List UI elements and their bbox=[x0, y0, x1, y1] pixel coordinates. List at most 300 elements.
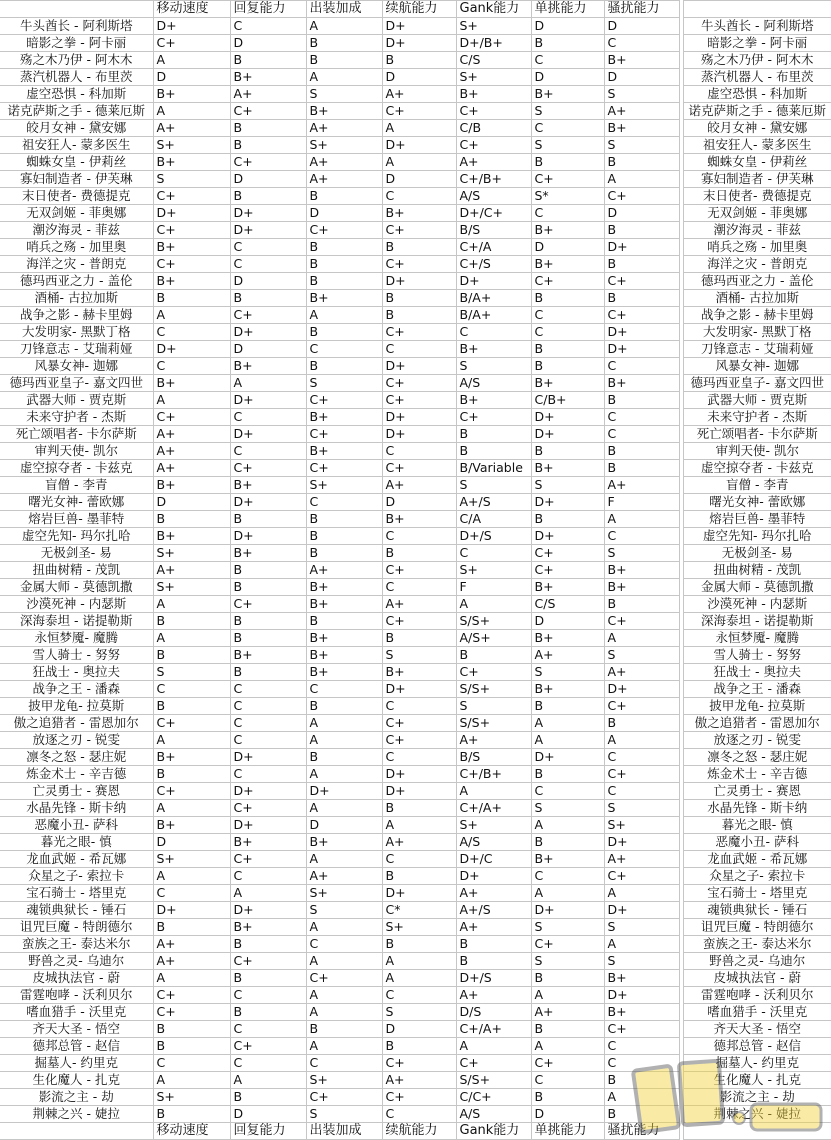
rating-cell: B bbox=[456, 443, 531, 460]
hero-name-right: 狂战士 - 奥拉夫 bbox=[683, 664, 831, 681]
table-row bbox=[0, 749, 831, 766]
rating-cell: C+/A bbox=[456, 239, 531, 256]
rating-cell: B bbox=[306, 358, 382, 375]
rating-cell: B bbox=[230, 1089, 306, 1106]
hero-name: 战争之影 - 赫卡里姆 bbox=[0, 307, 153, 324]
hero-name: 魂锁典狱长 - 锤石 bbox=[0, 902, 153, 919]
rating-cell: A/S+ bbox=[456, 630, 531, 647]
rating-cell: B bbox=[531, 834, 604, 851]
table-row bbox=[0, 919, 831, 936]
table-row bbox=[0, 834, 831, 851]
hero-name-right: 暮光之眼- 慎 bbox=[683, 817, 831, 834]
rating-cell: A bbox=[306, 732, 382, 749]
hero-name: 虚空掠夺者 - 卡兹克 bbox=[0, 460, 153, 477]
rating-cell: B bbox=[382, 307, 456, 324]
column-header: 出装加成 bbox=[306, 1123, 382, 1140]
rating-cell: A bbox=[604, 171, 679, 188]
hero-name-right: 牛头酋长 - 阿利斯塔 bbox=[683, 18, 831, 35]
hero-name: 狂战士 - 奥拉夫 bbox=[0, 664, 153, 681]
rating-cell: B bbox=[230, 664, 306, 681]
hero-name-right: 嗜血猎手 - 沃里克 bbox=[683, 1004, 831, 1021]
rating-cell: C+ bbox=[382, 460, 456, 477]
rating-cell: B+ bbox=[604, 1004, 679, 1021]
rating-cell: S bbox=[456, 698, 531, 715]
header-blank bbox=[683, 1123, 831, 1140]
hero-name: 曙光女神- 蕾欧娜 bbox=[0, 494, 153, 511]
rating-cell: D+ bbox=[230, 749, 306, 766]
rating-cell: A bbox=[531, 885, 604, 902]
rating-cell: A+ bbox=[306, 154, 382, 171]
rating-cell: C+ bbox=[604, 766, 679, 783]
rating-cell: A+ bbox=[531, 647, 604, 664]
rating-cell: S* bbox=[531, 188, 604, 205]
rating-cell: B bbox=[531, 698, 604, 715]
rating-cell: B bbox=[456, 936, 531, 953]
rating-cell: B bbox=[604, 443, 679, 460]
rating-cell: A bbox=[531, 1038, 604, 1055]
rating-cell: B+ bbox=[153, 528, 230, 545]
rating-cell: A bbox=[306, 18, 382, 35]
hero-name-right: 盲僧 - 李青 bbox=[683, 477, 831, 494]
rating-cell: D bbox=[306, 205, 382, 222]
table-row bbox=[0, 188, 831, 205]
hero-name: 沙漠死神 - 内瑟斯 bbox=[0, 596, 153, 613]
hero-name-right: 德玛西亚皇子- 嘉文四世 bbox=[683, 375, 831, 392]
rating-cell: B+ bbox=[531, 460, 604, 477]
rating-cell: C bbox=[153, 885, 230, 902]
rating-cell: A+ bbox=[153, 562, 230, 579]
rating-cell: B bbox=[382, 936, 456, 953]
rating-cell: B bbox=[306, 273, 382, 290]
hero-name-right: 齐天大圣 - 悟空 bbox=[683, 1021, 831, 1038]
column-header: 续航能力 bbox=[382, 1123, 456, 1140]
hero-name: 刀锋意志 - 艾瑞莉娅 bbox=[0, 341, 153, 358]
rating-cell: B bbox=[531, 35, 604, 52]
rating-cell: S/S+ bbox=[456, 613, 531, 630]
rating-cell: B bbox=[306, 35, 382, 52]
header-blank bbox=[0, 1123, 153, 1140]
rating-cell: B/S bbox=[456, 222, 531, 239]
rating-cell: B+ bbox=[456, 86, 531, 103]
column-header: 单挑能力 bbox=[531, 1123, 604, 1140]
rating-cell: B+ bbox=[531, 681, 604, 698]
hero-name-right: 炼金术士 - 辛吉德 bbox=[683, 766, 831, 783]
rating-cell: C+ bbox=[456, 1055, 531, 1072]
hero-name: 暮光之眼- 慎 bbox=[0, 834, 153, 851]
column-header: 移动速度 bbox=[153, 1123, 230, 1140]
rating-cell: B+ bbox=[306, 664, 382, 681]
rating-cell: B+ bbox=[604, 52, 679, 69]
hero-name-right: 战争之影 - 赫卡里姆 bbox=[683, 307, 831, 324]
rating-cell: S/S+ bbox=[456, 681, 531, 698]
rating-cell: B bbox=[153, 290, 230, 307]
header-blank bbox=[683, 1, 831, 18]
hero-name: 德玛西亚之力 - 盖伦 bbox=[0, 273, 153, 290]
rating-cell: B bbox=[153, 1106, 230, 1123]
hero-name-right: 虚空先知- 玛尔扎哈 bbox=[683, 528, 831, 545]
rating-cell: B+ bbox=[531, 851, 604, 868]
rating-cell: B+ bbox=[604, 562, 679, 579]
hero-name-right: 酒桶- 古拉加斯 bbox=[683, 290, 831, 307]
table-row bbox=[0, 868, 831, 885]
hero-name-right: 扭曲树精 - 茂凯 bbox=[683, 562, 831, 579]
rating-cell: C+ bbox=[531, 936, 604, 953]
hero-name-right: 风暴女神- 迦娜 bbox=[683, 358, 831, 375]
table-row bbox=[0, 1106, 831, 1123]
table-row bbox=[0, 324, 831, 341]
rating-cell: C+ bbox=[230, 103, 306, 120]
rating-cell: A bbox=[531, 817, 604, 834]
rating-cell: S bbox=[306, 375, 382, 392]
rating-cell: C+ bbox=[230, 460, 306, 477]
rating-cell: S bbox=[604, 919, 679, 936]
rating-cell: B bbox=[306, 1021, 382, 1038]
hero-name: 无双剑姬 - 菲奥娜 bbox=[0, 205, 153, 222]
rating-cell: B+ bbox=[153, 817, 230, 834]
rating-cell: A bbox=[153, 596, 230, 613]
rating-cell: A+ bbox=[604, 103, 679, 120]
rating-cell: B+ bbox=[153, 749, 230, 766]
column-header: 骚扰能力 bbox=[604, 1, 679, 18]
rating-cell: A bbox=[306, 851, 382, 868]
rating-cell: B bbox=[456, 953, 531, 970]
rating-cell: C bbox=[230, 766, 306, 783]
rating-cell: B bbox=[604, 1072, 679, 1089]
rating-cell: A bbox=[382, 817, 456, 834]
rating-cell: A+ bbox=[306, 562, 382, 579]
rating-cell: C bbox=[382, 341, 456, 358]
rating-cell: B bbox=[230, 188, 306, 205]
table-row bbox=[0, 69, 831, 86]
rating-cell: C+ bbox=[382, 375, 456, 392]
rating-cell: B+ bbox=[306, 834, 382, 851]
rating-cell: S+ bbox=[153, 851, 230, 868]
rating-cell: A bbox=[153, 1072, 230, 1089]
rating-cell: A+ bbox=[153, 936, 230, 953]
table-row bbox=[0, 630, 831, 647]
hero-name: 无极剑圣- 易 bbox=[0, 545, 153, 562]
rating-cell: C bbox=[306, 936, 382, 953]
rating-cell: A+ bbox=[456, 154, 531, 171]
rating-cell: A+ bbox=[382, 477, 456, 494]
rating-cell: B+ bbox=[306, 290, 382, 307]
rating-cell: D bbox=[306, 817, 382, 834]
rating-cell: A+ bbox=[456, 732, 531, 749]
rating-cell: C+ bbox=[531, 545, 604, 562]
rating-cell: C+ bbox=[531, 1055, 604, 1072]
rating-cell: B bbox=[153, 1021, 230, 1038]
rating-cell: C* bbox=[382, 902, 456, 919]
rating-cell: S/S+ bbox=[456, 1072, 531, 1089]
rating-cell: A+ bbox=[153, 460, 230, 477]
hero-name: 熔岩巨兽- 墨菲特 bbox=[0, 511, 153, 528]
rating-cell: B bbox=[230, 511, 306, 528]
hero-name: 酒桶- 古拉加斯 bbox=[0, 290, 153, 307]
rating-cell: B+ bbox=[604, 579, 679, 596]
hero-name-right: 披甲龙龟- 拉莫斯 bbox=[683, 698, 831, 715]
rating-cell: A/S bbox=[456, 188, 531, 205]
rating-cell: C+ bbox=[230, 154, 306, 171]
rating-cell: B bbox=[230, 562, 306, 579]
rating-cell: S+ bbox=[306, 477, 382, 494]
rating-cell: S bbox=[456, 477, 531, 494]
rating-cell: S/S+ bbox=[456, 715, 531, 732]
rating-cell: C/S bbox=[456, 52, 531, 69]
rating-cell: A/S bbox=[456, 1106, 531, 1123]
table-row bbox=[0, 681, 831, 698]
rating-cell: D bbox=[230, 35, 306, 52]
hero-name: 金属大师 - 莫德凯撒 bbox=[0, 579, 153, 596]
rating-cell: A bbox=[382, 154, 456, 171]
rating-cell: B+ bbox=[230, 919, 306, 936]
rating-cell: S bbox=[531, 103, 604, 120]
rating-cell: C+ bbox=[604, 868, 679, 885]
rating-cell: D+ bbox=[153, 341, 230, 358]
rating-cell: S bbox=[604, 137, 679, 154]
rating-cell: D+ bbox=[153, 902, 230, 919]
rating-cell: C+ bbox=[153, 783, 230, 800]
rating-cell: B bbox=[604, 596, 679, 613]
rating-cell: A+ bbox=[604, 851, 679, 868]
rating-cell: A+ bbox=[382, 1072, 456, 1089]
table-row bbox=[0, 613, 831, 630]
hero-name: 虚空先知- 玛尔扎哈 bbox=[0, 528, 153, 545]
rating-cell: B bbox=[531, 970, 604, 987]
rating-cell: B bbox=[531, 154, 604, 171]
hero-name: 牛头酋长 - 阿利斯塔 bbox=[0, 18, 153, 35]
rating-cell: C bbox=[382, 528, 456, 545]
rating-cell: D+ bbox=[230, 324, 306, 341]
rating-cell: A bbox=[153, 392, 230, 409]
rating-cell: D bbox=[382, 171, 456, 188]
rating-cell: B+ bbox=[306, 630, 382, 647]
rating-cell: B+ bbox=[230, 358, 306, 375]
rating-cell: S bbox=[604, 800, 679, 817]
rating-cell: B bbox=[604, 290, 679, 307]
table-row bbox=[0, 647, 831, 664]
hero-name: 诅咒巨魔 - 特朗德尔 bbox=[0, 919, 153, 936]
table-row bbox=[0, 290, 831, 307]
rating-cell: C+ bbox=[230, 800, 306, 817]
rating-cell: A bbox=[456, 596, 531, 613]
rating-cell: C bbox=[230, 239, 306, 256]
hero-name-right: 虚空恐惧 - 科加斯 bbox=[683, 86, 831, 103]
table-row bbox=[0, 341, 831, 358]
rating-cell: A bbox=[604, 511, 679, 528]
table-row bbox=[0, 52, 831, 69]
rating-cell: D bbox=[230, 1106, 306, 1123]
rating-cell: D bbox=[531, 1106, 604, 1123]
hero-name: 潮汐海灵 - 菲兹 bbox=[0, 222, 153, 239]
table-row bbox=[0, 494, 831, 511]
hero-name: 德玛西亚皇子- 嘉文四世 bbox=[0, 375, 153, 392]
rating-cell: B bbox=[531, 766, 604, 783]
rating-cell: S+ bbox=[456, 69, 531, 86]
rating-cell: B bbox=[230, 579, 306, 596]
rating-cell: F bbox=[456, 579, 531, 596]
rating-cell: D bbox=[604, 18, 679, 35]
rating-cell: A bbox=[153, 630, 230, 647]
rating-cell: D+ bbox=[382, 358, 456, 375]
rating-cell: D+/S bbox=[456, 970, 531, 987]
rating-cell: B bbox=[306, 749, 382, 766]
rating-cell: A+ bbox=[153, 443, 230, 460]
table-row bbox=[0, 273, 831, 290]
rating-cell: S bbox=[604, 647, 679, 664]
hero-name-right: 末日使者- 费德提克 bbox=[683, 188, 831, 205]
hero-name: 祖安狂人- 蒙多医生 bbox=[0, 137, 153, 154]
rating-cell: A+ bbox=[306, 868, 382, 885]
rating-cell: A bbox=[382, 953, 456, 970]
rating-cell: D+ bbox=[531, 528, 604, 545]
column-header: 单挑能力 bbox=[531, 1, 604, 18]
rating-cell: C bbox=[604, 528, 679, 545]
rating-cell: B bbox=[153, 919, 230, 936]
table-row bbox=[0, 205, 831, 222]
hero-name: 众星之子- 索拉卡 bbox=[0, 868, 153, 885]
table-row bbox=[0, 511, 831, 528]
rating-cell: C+ bbox=[230, 307, 306, 324]
rating-cell: C bbox=[382, 1106, 456, 1123]
rating-cell: D bbox=[531, 18, 604, 35]
rating-cell: B bbox=[604, 154, 679, 171]
rating-cell: C bbox=[382, 987, 456, 1004]
column-header: Gank能力 bbox=[456, 1123, 531, 1140]
rating-cell: C+ bbox=[230, 851, 306, 868]
rating-cell: C+/S bbox=[456, 256, 531, 273]
rating-cell: A bbox=[153, 103, 230, 120]
rating-cell: D+ bbox=[604, 681, 679, 698]
rating-cell: A bbox=[456, 783, 531, 800]
table-row bbox=[0, 154, 831, 171]
hero-name-right: 龙血武姬 - 希瓦娜 bbox=[683, 851, 831, 868]
column-header: 骚扰能力 bbox=[604, 1123, 679, 1140]
table-row bbox=[0, 1004, 831, 1021]
hero-name-right: 蛮族之王- 泰达米尔 bbox=[683, 936, 831, 953]
rating-cell: S+ bbox=[153, 545, 230, 562]
hero-name: 死亡颂唱者- 卡尔萨斯 bbox=[0, 426, 153, 443]
rating-cell: S+ bbox=[306, 1072, 382, 1089]
rating-cell: A bbox=[604, 732, 679, 749]
rating-cell: B+ bbox=[306, 409, 382, 426]
rating-cell: A+ bbox=[230, 86, 306, 103]
rating-cell: B bbox=[382, 239, 456, 256]
rating-cell: B/A+ bbox=[456, 290, 531, 307]
rating-cell: A bbox=[306, 1038, 382, 1055]
rating-cell: D+ bbox=[382, 409, 456, 426]
table-row bbox=[0, 953, 831, 970]
header-blank bbox=[0, 1, 153, 18]
hero-name: 暗影之拳 - 阿卡丽 bbox=[0, 35, 153, 52]
rating-cell: B bbox=[153, 511, 230, 528]
hero-name-right: 雪人骑士 - 努努 bbox=[683, 647, 831, 664]
rating-cell: A/S bbox=[456, 834, 531, 851]
table-row bbox=[0, 987, 831, 1004]
table-row bbox=[0, 698, 831, 715]
rating-cell: C bbox=[230, 256, 306, 273]
rating-cell: A+ bbox=[382, 596, 456, 613]
rating-cell: A bbox=[531, 732, 604, 749]
table-row bbox=[0, 528, 831, 545]
rating-cell: A+ bbox=[306, 120, 382, 137]
rating-cell: C bbox=[230, 732, 306, 749]
rating-cell: S+ bbox=[382, 919, 456, 936]
rating-cell: S bbox=[306, 1106, 382, 1123]
rating-cell: B+ bbox=[604, 970, 679, 987]
hero-name-right: 金属大师 - 莫德凯撒 bbox=[683, 579, 831, 596]
rating-cell: S bbox=[456, 358, 531, 375]
table-row bbox=[0, 239, 831, 256]
rating-cell: D+ bbox=[456, 273, 531, 290]
rating-cell: C bbox=[153, 358, 230, 375]
rating-cell: C bbox=[531, 52, 604, 69]
rating-cell: B bbox=[230, 290, 306, 307]
rating-cell: B bbox=[382, 52, 456, 69]
rating-cell: C bbox=[230, 987, 306, 1004]
hero-name-right: 宝石骑士 - 塔里克 bbox=[683, 885, 831, 902]
hero-name-right: 无双剑姬 - 菲奥娜 bbox=[683, 205, 831, 222]
rating-cell: A/S bbox=[456, 375, 531, 392]
rating-cell: B bbox=[153, 698, 230, 715]
table-row bbox=[0, 222, 831, 239]
rating-cell: B+ bbox=[306, 647, 382, 664]
table-row bbox=[0, 817, 831, 834]
hero-name-right: 虚空掠夺者 - 卡兹克 bbox=[683, 460, 831, 477]
rating-cell: A bbox=[153, 52, 230, 69]
table-row bbox=[0, 596, 831, 613]
rating-cell: B+ bbox=[230, 545, 306, 562]
table-row bbox=[0, 715, 831, 732]
rating-cell: A bbox=[382, 970, 456, 987]
hero-name: 殇之木乃伊 - 阿木木 bbox=[0, 52, 153, 69]
rating-cell: C bbox=[382, 188, 456, 205]
hero-name: 放逐之刃 - 锐雯 bbox=[0, 732, 153, 749]
table-row bbox=[0, 902, 831, 919]
rating-cell: B bbox=[306, 698, 382, 715]
rating-cell: S bbox=[306, 86, 382, 103]
table-row bbox=[0, 1089, 831, 1106]
rating-cell: A+ bbox=[382, 834, 456, 851]
rating-cell: C bbox=[382, 698, 456, 715]
rating-cell: B bbox=[531, 1021, 604, 1038]
rating-cell: D+ bbox=[382, 426, 456, 443]
rating-cell: B bbox=[382, 1038, 456, 1055]
rating-cell: C bbox=[456, 545, 531, 562]
rating-cell: C+ bbox=[382, 1055, 456, 1072]
rating-cell: S bbox=[531, 137, 604, 154]
rating-cell: S bbox=[382, 1004, 456, 1021]
hero-name: 未来守护者 - 杰斯 bbox=[0, 409, 153, 426]
hero-name-right: 皎月女神 - 黛安娜 bbox=[683, 120, 831, 137]
rating-cell: B bbox=[604, 392, 679, 409]
table-row bbox=[0, 664, 831, 681]
rating-cell: C+ bbox=[382, 613, 456, 630]
hero-name-right: 祖安狂人- 蒙多医生 bbox=[683, 137, 831, 154]
table-row bbox=[0, 307, 831, 324]
rating-cell: B+ bbox=[230, 834, 306, 851]
rating-cell: S bbox=[153, 664, 230, 681]
rating-cell: D+ bbox=[230, 392, 306, 409]
rating-cell: D+ bbox=[531, 409, 604, 426]
rating-cell: B+ bbox=[382, 205, 456, 222]
hero-name-right: 曙光女神- 蕾欧娜 bbox=[683, 494, 831, 511]
rating-cell: D bbox=[153, 494, 230, 511]
rating-cell: D+ bbox=[604, 341, 679, 358]
rating-cell: B+ bbox=[531, 579, 604, 596]
hero-name: 生化魔人 - 扎克 bbox=[0, 1072, 153, 1089]
rating-cell: B bbox=[382, 290, 456, 307]
hero-name: 雷霆咆哮 - 沃利贝尔 bbox=[0, 987, 153, 1004]
